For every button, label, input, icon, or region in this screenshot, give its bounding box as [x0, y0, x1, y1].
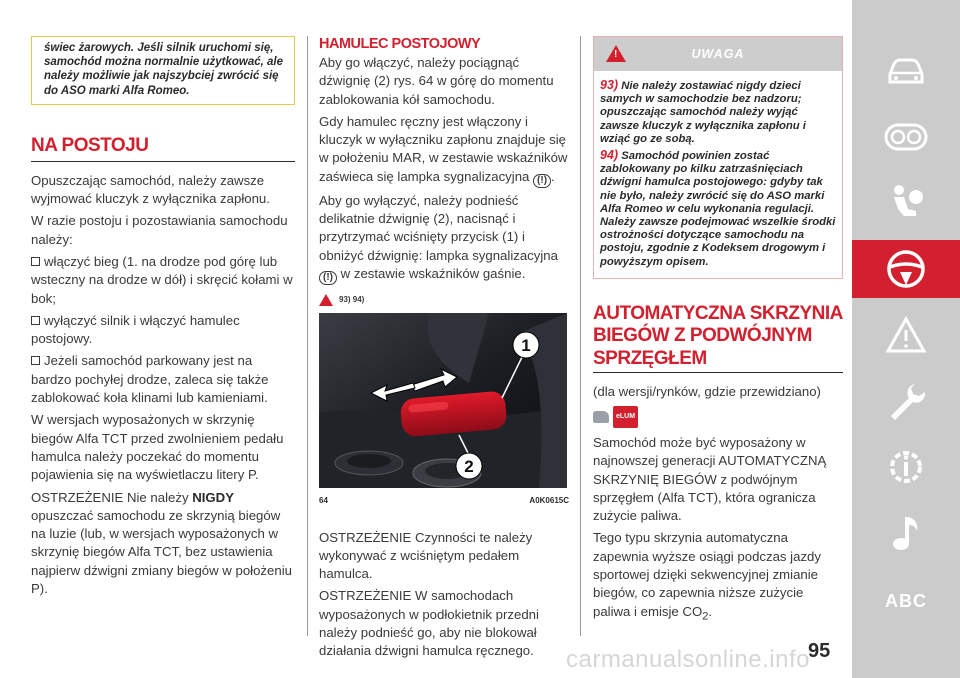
elum-indicator — [593, 406, 843, 428]
figure-handbrake — [319, 313, 567, 488]
figure-label-1: 1 — [521, 336, 531, 356]
music-icon[interactable] — [852, 504, 960, 562]
warning-icon[interactable] — [852, 306, 960, 364]
paragraph: Tego typu skrzynia automatyczna zapewnia wyższe osiągi podczas jazdy sportowej dzięki sekwencyjnej zmianie biegów, co zapewnia niższe zużycie paliwa i emisje $CO_2$. — [593, 530, 821, 623]
brake-warning-icon: (!) — [319, 271, 337, 285]
figure-number: 64 — [319, 496, 328, 506]
page-number: 95 — [808, 640, 831, 662]
steering-wheel-icon[interactable] — [852, 240, 960, 298]
checkbox-bullet-icon — [31, 257, 40, 266]
warning-triangle-icon — [319, 294, 333, 306]
paragraph-warning: OSTRZEŻENIE Czynności te należy wykonywać z wciśniętym pedałem hamulca. — [319, 529, 533, 582]
checkbox-bullet-icon — [31, 316, 40, 325]
warning-references: 93) 94) — [319, 291, 569, 309]
index-abc-button[interactable] — [852, 572, 960, 630]
warning-box-title: UWAGA — [691, 47, 745, 61]
column-divider — [307, 36, 308, 636]
list-item: wyłączyć silnik i włączyć hamulec postojowy. — [31, 312, 240, 347]
list-item: Jeżeli samochód parkowany jest na bardzo pochyłej drodze, zaleca się także zablokować koła klinami lub kamieniami. — [31, 353, 269, 406]
figure-caption — [319, 492, 569, 510]
warning-item: 93) Nie należy zostawiać nigdy dzieci samych w samochodzie bez nadzoru; opuszczając samochód należy wyjąć zawsze kluczyk z wyłącznika zapłonu i wziąć go ze sobą. — [600, 78, 806, 145]
elum-badge: eLUM — [613, 406, 638, 428]
paragraph: Opuszczając samochód, należy zawsze wyjmować kluczyk z wyłącznika zapłonu. — [31, 172, 270, 207]
wrench-icon[interactable] — [852, 372, 960, 430]
hand-icon — [593, 411, 609, 423]
handbrake-photo — [319, 313, 567, 488]
note-box: świec żarowych. Jeśli silnik uruchomi się, samochód można normalnie użytkować, ale należy możliwie jak najszybciej zwrócić się do ASO marki Alfa Romeo. — [31, 36, 295, 105]
warning-box-header: ! UWAGA — [594, 37, 842, 71]
car-icon[interactable] — [852, 42, 960, 100]
specs-icon[interactable] — [852, 438, 960, 496]
paragraph: (dla wersji/rynków, gdzie przewidziano) — [593, 384, 821, 400]
airbag-icon[interactable] — [852, 174, 960, 232]
column-middle — [319, 36, 569, 665]
dashboard-icon[interactable] — [852, 108, 960, 166]
index-abc-label: ABC — [885, 590, 927, 611]
figure-code: A0K0615C — [529, 496, 569, 506]
paragraph: Aby go wyłączyć, należy podnieść delikatnie dźwignię (2), nacisnąć i przytrzymać wciśnięty przycisk (1) i obniżyć dźwignię: lampka sygnalizacyjna (!) w zestawie wskaźników gaśnie. — [319, 192, 558, 283]
figure-label-2: 2 — [464, 457, 474, 477]
brake-warning-icon: (!) — [533, 174, 551, 188]
paragraph: Aby go włączyć, należy pociągnąć dźwignię (2) rys. 64 w górę do momentu zablokowania kół samochodu. — [319, 55, 554, 107]
paragraph-warning: OSTRZEŻENIE W samochodach wyposażonych w podłokietnik przedni należy podnieść go, aby nie blokował działania dźwigni hamulca ręcznego. — [319, 588, 539, 659]
warning-box-body — [594, 71, 842, 278]
paragraph: Samochód może być wyposażony w najnowszej generacji AUTOMATYCZNĄ SKRZYNIĘ BIEGÓW z podwójnym sprzęgłem (Alfa TCT), która ogranicza zużycie paliwa. — [593, 434, 827, 524]
paragraph: W razie postoju i pozostawiania samochodu należy: — [31, 213, 288, 247]
checkbox-bullet-icon — [31, 356, 40, 365]
section-title-automatyczna: AUTOMATYCZNA SKRZYNIA BIEGÓW Z PODWÓJNYM SPRZĘGŁEM — [593, 303, 843, 374]
list-item: włączyć bieg (1. na drodze pod górę lub wsteczny na drodze w dół) i skręcić kołami w bok; — [31, 254, 293, 306]
paragraph-warning: OSTRZEŻENIE Nie należy NIGDY opuszczać samochodu ze skrzynią biegów na luzie (lub, w wersjach wyposażonych w skrzynię biegów Alfa TCT, bez ustawienia najpierw dźwigni zmiany biegów w położeniu P). — [31, 489, 292, 597]
section-title-hamulec: HAMULEC POSTOJOWY — [319, 36, 481, 52]
paragraph: W wersjach wyposażonych w skrzynię biegów Alfa TCT przed zwolnieniem pedału hamulca należy poczekać do momentu pojawienia się na wyświetlaczu litery P. — [31, 412, 284, 483]
paragraph: Gdy hamulec ręczny jest włączony i kluczyk w wyłączniku zapłonu znajduje się w położeniu MAR, w zestawie wskaźników zaświeca się lampka sygnalizacyjna (!) . — [319, 113, 568, 186]
warning-box — [593, 36, 843, 279]
column-left — [31, 36, 295, 602]
watermark: carmanualsonline.info — [566, 646, 810, 673]
column-right — [593, 36, 843, 630]
chapter-sidebar — [852, 0, 960, 678]
section-title-na-postoju: NA POSTOJU — [31, 135, 295, 162]
column-divider — [580, 36, 581, 636]
warning-item: 94) Samochód powinien zostać zablokowany po kilku zatrzaśnięciach dźwigni hamulca postojowego: gdyby tak nie było, należy zwrócić się do ASO marki Alfa Romeo w celu wykonania regulacji. Należy zawsze podejmować wszelkie środki ostrożności dotyczące samochodu na postoju, zgodnie z Kodeksem drogowym i powyższym opisem. — [600, 148, 836, 268]
